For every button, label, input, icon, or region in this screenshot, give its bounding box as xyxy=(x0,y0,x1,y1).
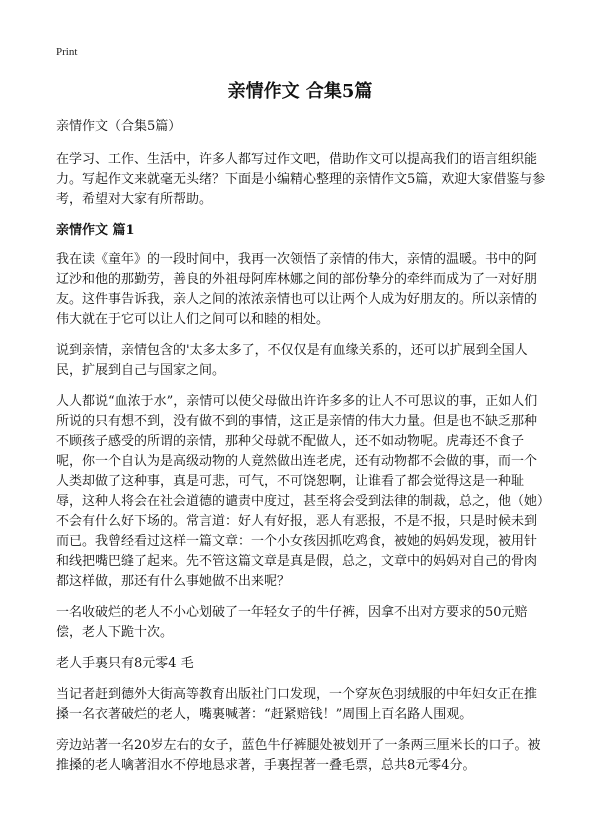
body-paragraph: 人人都说“血浓于水”，亲情可以使父母做出许许多多的让人不可思议的事，正如人们所说的只有想不到，没有做不到的事情，这正是亲情的伟大力量。但是也不缺乏那种不顾孩子感受的所谓的亲情，那种父母就不配做人，还不如动物呢。虎毒还不食子呢，你一个自认为是高级动物的人竟然做出连老虎，还有动物都不会做的事，而一个人类却做了这种事，真是可悲，可气，不可饶恕啊，让谁看了都会觉得这是一种耻辱，这种人将会在社会道德的谴责中度过，甚至将会受到法律的制裁，总之，他（她）不会有什么好下场的。常言道：好人有好报，恶人有恶报，不是不报，只是时候未到而已。我曾经看过这样一篇文章：一个小女孩因抓吃鸡食，被她的妈妈发现，被用针和线把嘴巴缝了起来。先不管这篇文章是真是假，总之，文章中的妈妈对自己的骨肉都这样做，那还有什么事她做不出来呢？ xyxy=(56,394,544,589)
document-subtitle: 亲情作文（合集5篇） xyxy=(56,119,182,134)
body-paragraph: 当记者赶到德外大街高等教育出版社门口发现，一个穿灰色羽绒服的中年妇女正在推搡一名衣著破烂的老人，嘴裏喊著：“赶紧赔钱！”周围上百名路人围观。 xyxy=(56,687,538,722)
body-paragraph: 我在读《童年》的一段时间中，我再一次领悟了亲情的伟大，亲情的温暖。书中的阿辽沙和他的那勤劳，善良的外祖母阿库林娜之间的部份挚分的牵绊而成为了一对好朋友。这件事告诉我，亲人之间的浓浓亲情也可以让两个人成为好朋友的。所以亲情的伟大就在于它可以让人们之间可以和睦的相处。 xyxy=(56,252,538,327)
page-title: 亲情作文 合集5篇 xyxy=(227,81,373,102)
print-label: Print xyxy=(56,46,78,58)
section-heading: 亲情作文 篇1 xyxy=(56,223,135,238)
body-paragraph: 说到亲情，亲情包含的'太多太多了，不仅仅是有血缘关系的，还可以扩展到全国人民，扩展到自己与国家之间。 xyxy=(56,343,528,378)
body-paragraph: 一名收破烂的老人不小心划破了一年轻女子的牛仔裤，因拿不出对方要求的50元赔偿，老人下跪十次。 xyxy=(56,605,528,640)
intro-paragraph: 在学习、工作、生活中，许多人都写过作文吧，借助作文可以提高我们的语言组织能力。写起作文来就毫无头绪？下面是小编精心整理的亲情作文5篇，欢迎大家借鉴与参考，希望对大家有所帮助。 xyxy=(56,152,546,207)
body-paragraph: 老人手裏只有8元零4 毛 xyxy=(56,656,194,671)
document-body xyxy=(56,117,546,787)
body-paragraph: 旁边站著一名20岁左右的女子，蓝色牛仔裤腿处被划开了一条两三厘米长的口子。被推搡的老人噙著泪水不停地恳求著，手裏捏著一叠毛票，总共8元零4分。 xyxy=(56,738,541,773)
